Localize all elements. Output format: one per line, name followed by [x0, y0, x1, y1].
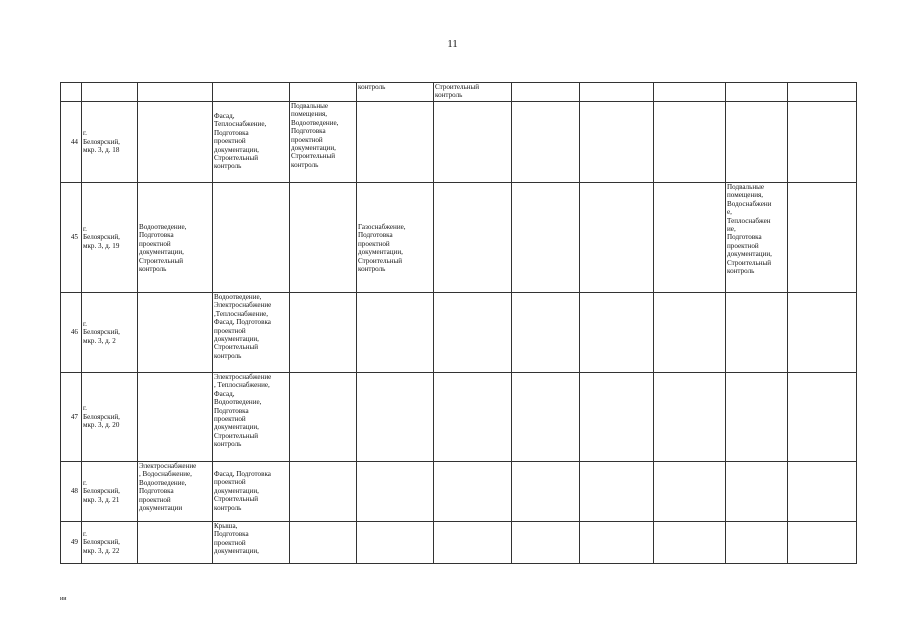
cell — [357, 102, 434, 183]
cell: контроль — [357, 83, 434, 102]
cell — [290, 293, 357, 373]
cell — [726, 522, 788, 564]
cell — [654, 373, 726, 462]
cell — [290, 183, 357, 293]
cell — [580, 462, 654, 522]
row-number: 44 — [61, 102, 82, 183]
cell — [512, 462, 580, 522]
cell: Крыша, Подготовка проектной документации, — [213, 522, 290, 564]
cell: Водоотведение, Подготовка проектной документации, Строительный контроль — [138, 183, 213, 293]
cell — [138, 522, 213, 564]
cell — [290, 522, 357, 564]
row-address: г. Белоярский, мкр. 3, д. 22 — [82, 522, 138, 564]
cell — [290, 373, 357, 462]
cell — [357, 462, 434, 522]
cell — [654, 102, 726, 183]
cell — [434, 462, 512, 522]
row-number: 45 — [61, 183, 82, 293]
table-row — [61, 293, 857, 373]
cell — [580, 293, 654, 373]
cell — [138, 373, 213, 462]
cell — [434, 293, 512, 373]
row-address: г. Белоярский, мкр. 3, д. 20 — [82, 373, 138, 462]
row-address: г. Белоярский, мкр. 3, д. 18 — [82, 102, 138, 183]
cell — [726, 462, 788, 522]
cell — [654, 522, 726, 564]
cell — [788, 293, 857, 373]
cell: Электроснабжение , Водоснабжение, Водоотведение, Подготовка проектной документации — [138, 462, 213, 522]
table-row — [61, 522, 857, 564]
cell — [726, 102, 788, 183]
cell — [512, 373, 580, 462]
cell — [357, 293, 434, 373]
cell — [788, 373, 857, 462]
cell — [434, 102, 512, 183]
cell — [357, 522, 434, 564]
cell — [138, 102, 213, 183]
cell — [580, 522, 654, 564]
cell — [512, 102, 580, 183]
cell — [580, 373, 654, 462]
cell: Фасад, Теплоснабжение, Подготовка проектной документации, Строительный контроль — [213, 102, 290, 183]
cell — [654, 183, 726, 293]
cell — [580, 102, 654, 183]
continuation-row — [61, 83, 857, 102]
cell — [788, 102, 857, 183]
cell — [213, 183, 290, 293]
row-number: 46 — [61, 293, 82, 373]
cell: Подвальные помещения, Водоотведение, Подготовка проектной документации, Строительный контроль — [290, 102, 357, 183]
cell — [512, 293, 580, 373]
table-row — [61, 462, 857, 522]
cell — [788, 183, 857, 293]
cell — [512, 522, 580, 564]
cell — [434, 373, 512, 462]
row-number: 47 — [61, 373, 82, 462]
cell — [357, 373, 434, 462]
cell: Подвальные помещения, Водоснабжени е, Теплоснабжен ие, Подготовка проектной документации, Строительный контроль — [726, 183, 788, 293]
row-address: г. Белоярский, мкр. 3, д. 21 — [82, 462, 138, 522]
footer-mark: ии — [60, 596, 67, 602]
cell — [580, 183, 654, 293]
housing-repair-table — [60, 82, 857, 564]
row-address: г. Белоярский, мкр. 3, д. 2 — [82, 293, 138, 373]
cell — [726, 373, 788, 462]
page-number: 11 — [447, 38, 458, 50]
cell — [654, 462, 726, 522]
cell — [434, 522, 512, 564]
table-row — [61, 102, 857, 183]
cell — [138, 293, 213, 373]
table-row — [61, 183, 857, 293]
cell — [726, 293, 788, 373]
row-address: г. Белоярский, мкр. 3, д. 19 — [82, 183, 138, 293]
cell — [654, 293, 726, 373]
cell: Фасад, Подготовка проектной документации, Строительный контроль — [213, 462, 290, 522]
cell: Газоснабжение, Подготовка проектной документации, Строительный контроль — [357, 183, 434, 293]
cell — [434, 183, 512, 293]
cell — [290, 462, 357, 522]
table-row — [61, 373, 857, 462]
cell — [788, 522, 857, 564]
cell: Строительный контроль — [434, 83, 512, 102]
row-number: 49 — [61, 522, 82, 564]
cell — [788, 462, 857, 522]
cell — [512, 183, 580, 293]
cell: Водоотведение, Электроснабжение ,Теплоснабжение, Фасад, Подготовка проектной документации, Строительный контроль — [213, 293, 290, 373]
cell: Электроснабжение , Теплоснабжение, Фасад, Водоотведение, Подготовка проектной документации, Строительный контроль — [213, 373, 290, 462]
row-number: 48 — [61, 462, 82, 522]
